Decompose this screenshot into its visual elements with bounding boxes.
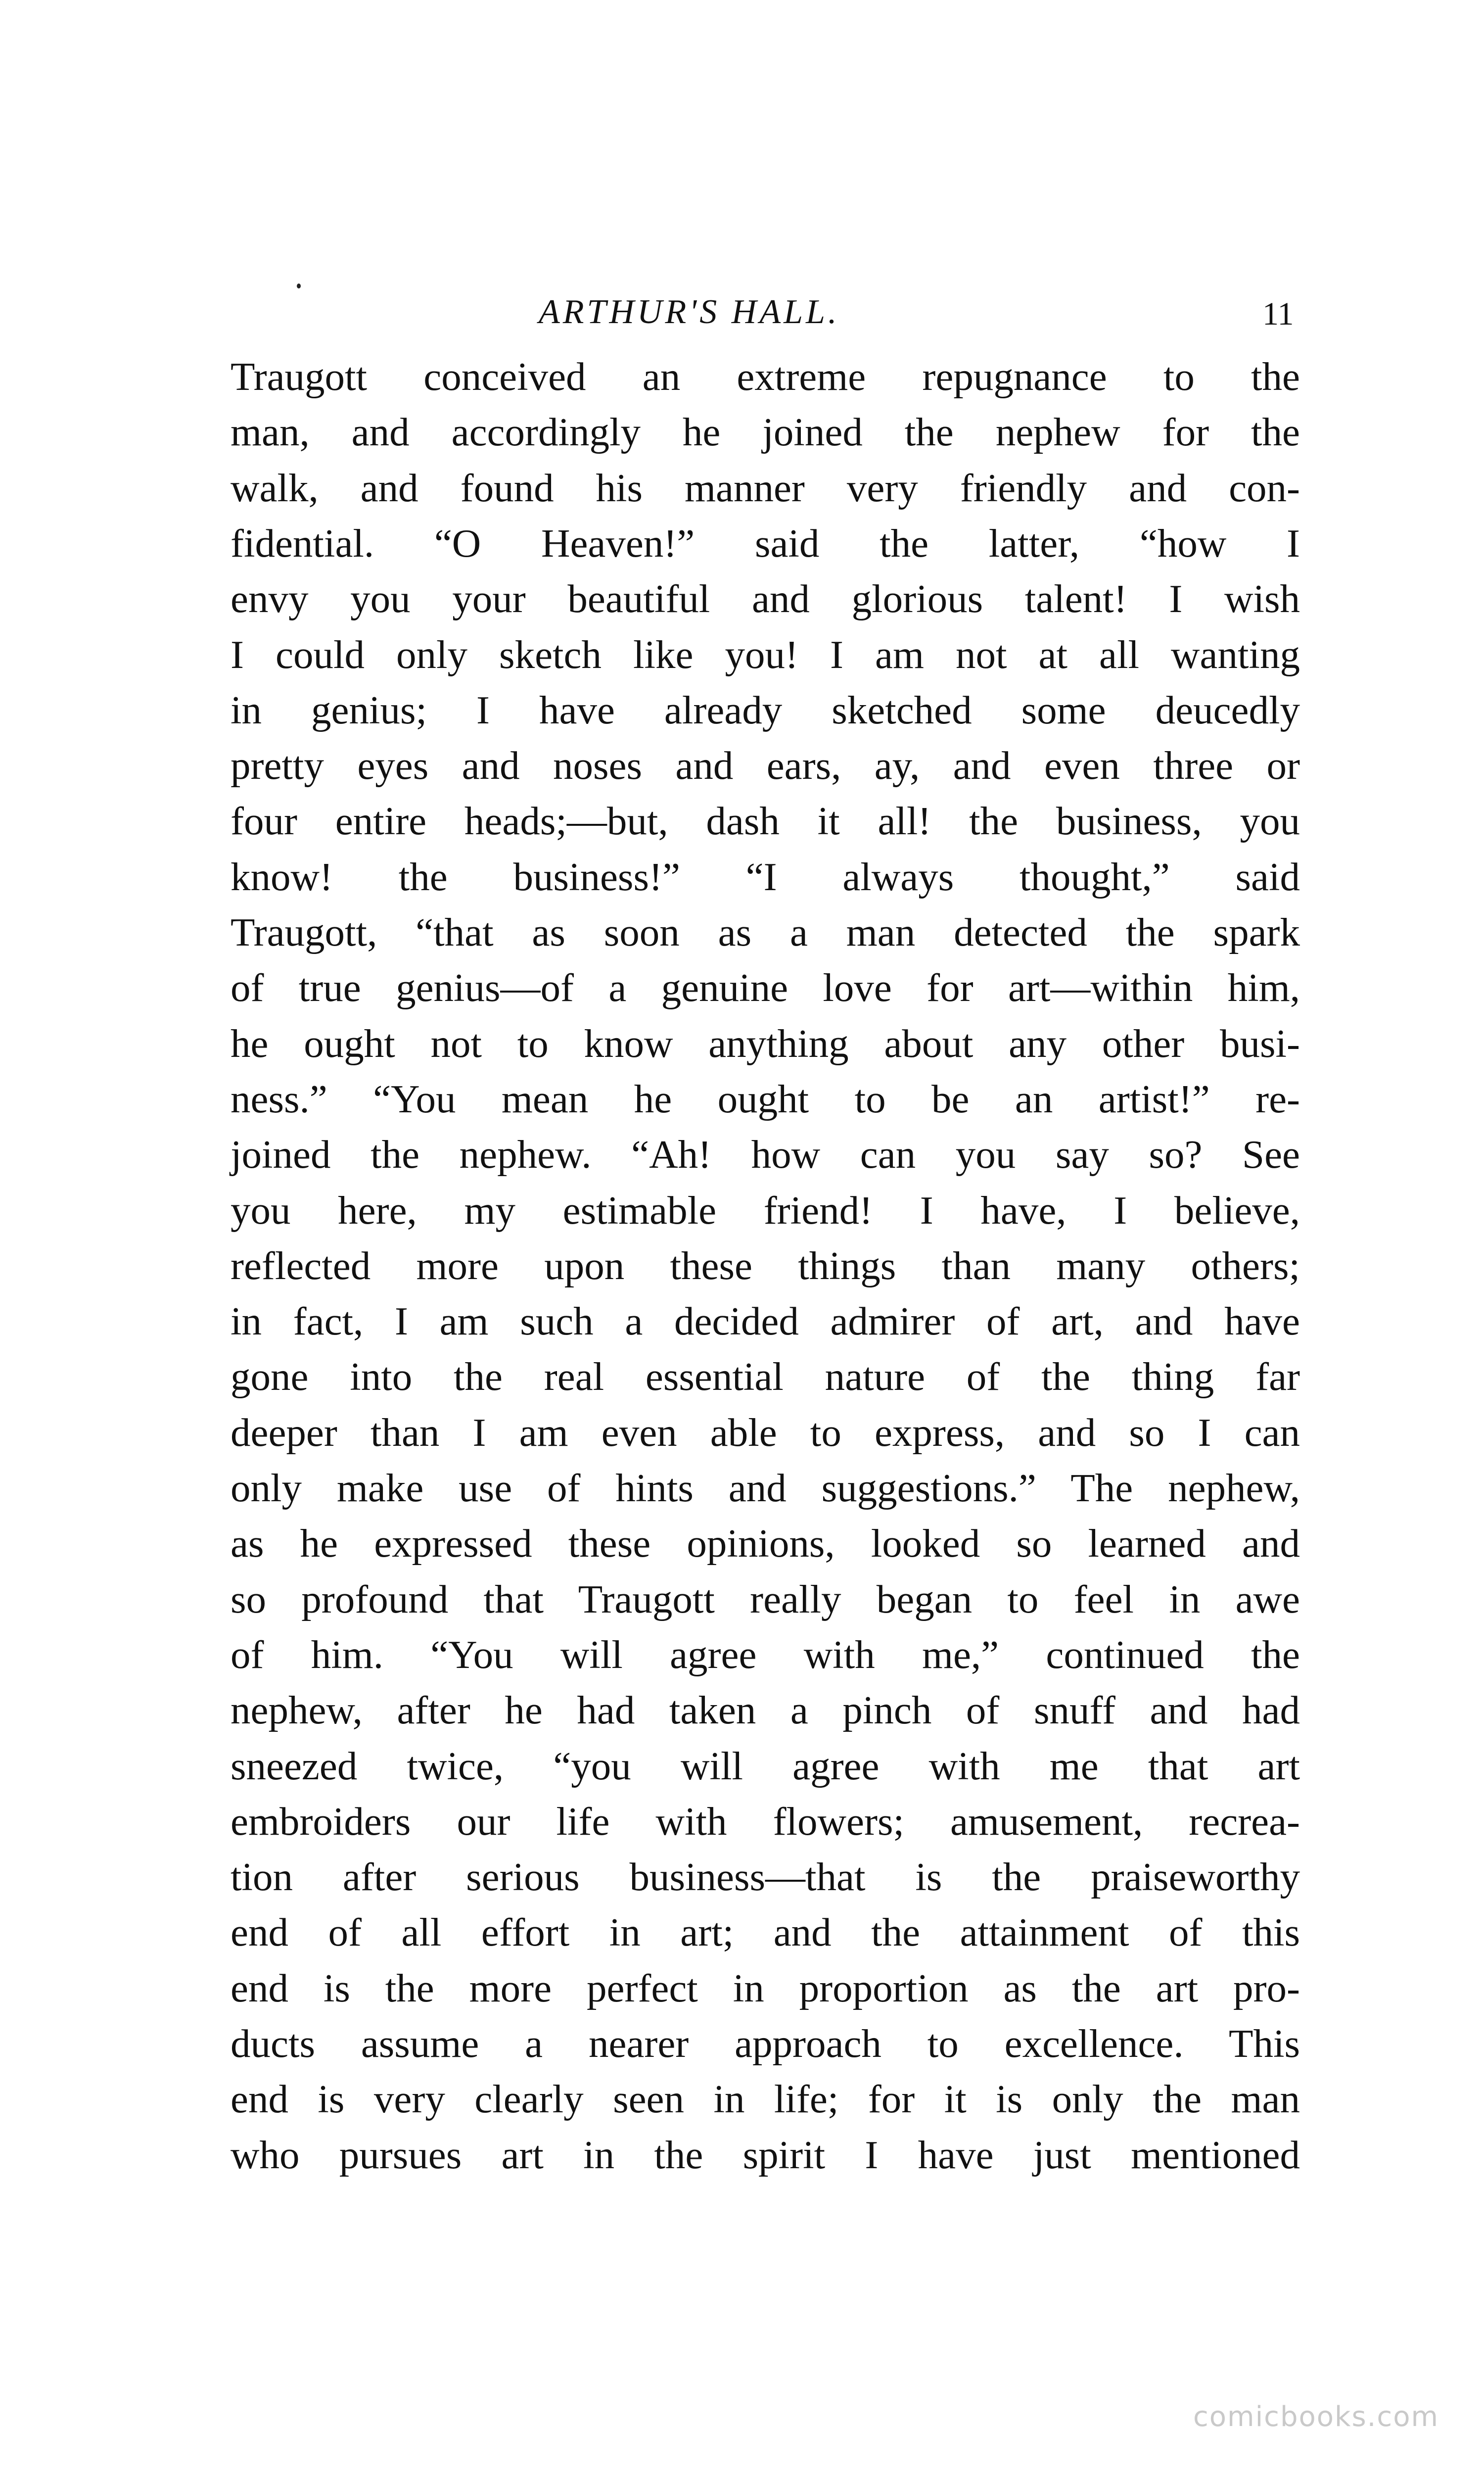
text-line: only make use of hints and suggestions.” The nephew, [231,1466,1300,1510]
text-line: deeper than I am even able to express, and so I can [231,1410,1300,1455]
text-line: sneezed twice, “you will agree with me that art [231,1744,1300,1788]
text-line: know! the business!” “I always thought,” said [231,855,1300,899]
text-line: nephew, after he had taken a pinch of snuff and had [231,1688,1300,1732]
watermark: comicbooks.com [1193,2401,1439,2433]
text-line: he ought not to know anything about any other busi- [231,1021,1300,1066]
text-line: envy you your beautiful and glorious talent! I wish [231,576,1300,621]
text-line: in fact, I am such a decided admirer of art, and have [231,1299,1300,1343]
text-line: end of all effort in art; and the attainment of this [231,1910,1300,1954]
text-line: end is the more perfect in proportion as the art pro- [231,1966,1300,2010]
text-line: tion after serious business—that is the praiseworthy [231,1855,1300,1899]
text-line: joined the nephew. “Ah! how can you say so? See [231,1132,1300,1177]
ink-speck [297,284,301,288]
text-line: who pursues art in the spirit I have just mentioned [231,2133,1300,2177]
text-line: of true genius—of a genuine love for art—within him, [231,965,1300,1010]
text-line: of him. “You will agree with me,” continued the [231,1632,1300,1677]
text-line: embroiders our life with flowers; amusement, recrea- [231,1799,1300,1844]
text-line: man, and accordingly he joined the nephew for the [231,410,1300,454]
text-line: so profound that Traugott really began to feel in awe [231,1577,1300,1621]
text-line: ducts assume a nearer approach to excellence. This [231,2021,1300,2066]
text-line: in genius; I have already sketched some deucedly [231,688,1300,732]
text-line: ness.” “You mean he ought to be an artist!” re- [231,1077,1300,1121]
text-line: gone into the real essential nature of the thing far [231,1354,1300,1399]
text-line: Traugott, “that as soon as a man detected the spark [231,910,1300,954]
text-line: fidential. “O Heaven!” said the latter, “how I [231,521,1300,566]
text-line: end is very clearly seen in life; for it is only the man [231,2077,1300,2121]
text-line: pretty eyes and noses and ears, ay, and even three or [231,743,1300,788]
text-line: four entire heads;—but, dash it all! the business, you [231,799,1300,843]
text-line: as he expressed these opinions, looked so learned and [231,1521,1300,1566]
text-line: Traugott conceived an extreme repugnance to the [231,354,1300,399]
text-line: I could only sketch like you! I am not at all wanting [231,632,1300,677]
text-line: walk, and found his manner very friendly and con- [231,466,1300,510]
text-line: you here, my estimable friend! I have, I believe, [231,1188,1300,1233]
running-title: ARTHUR'S HALL. [539,293,840,331]
page-number: 11 [1262,296,1294,332]
text-line: reflected more upon these things than many others; [231,1243,1300,1288]
